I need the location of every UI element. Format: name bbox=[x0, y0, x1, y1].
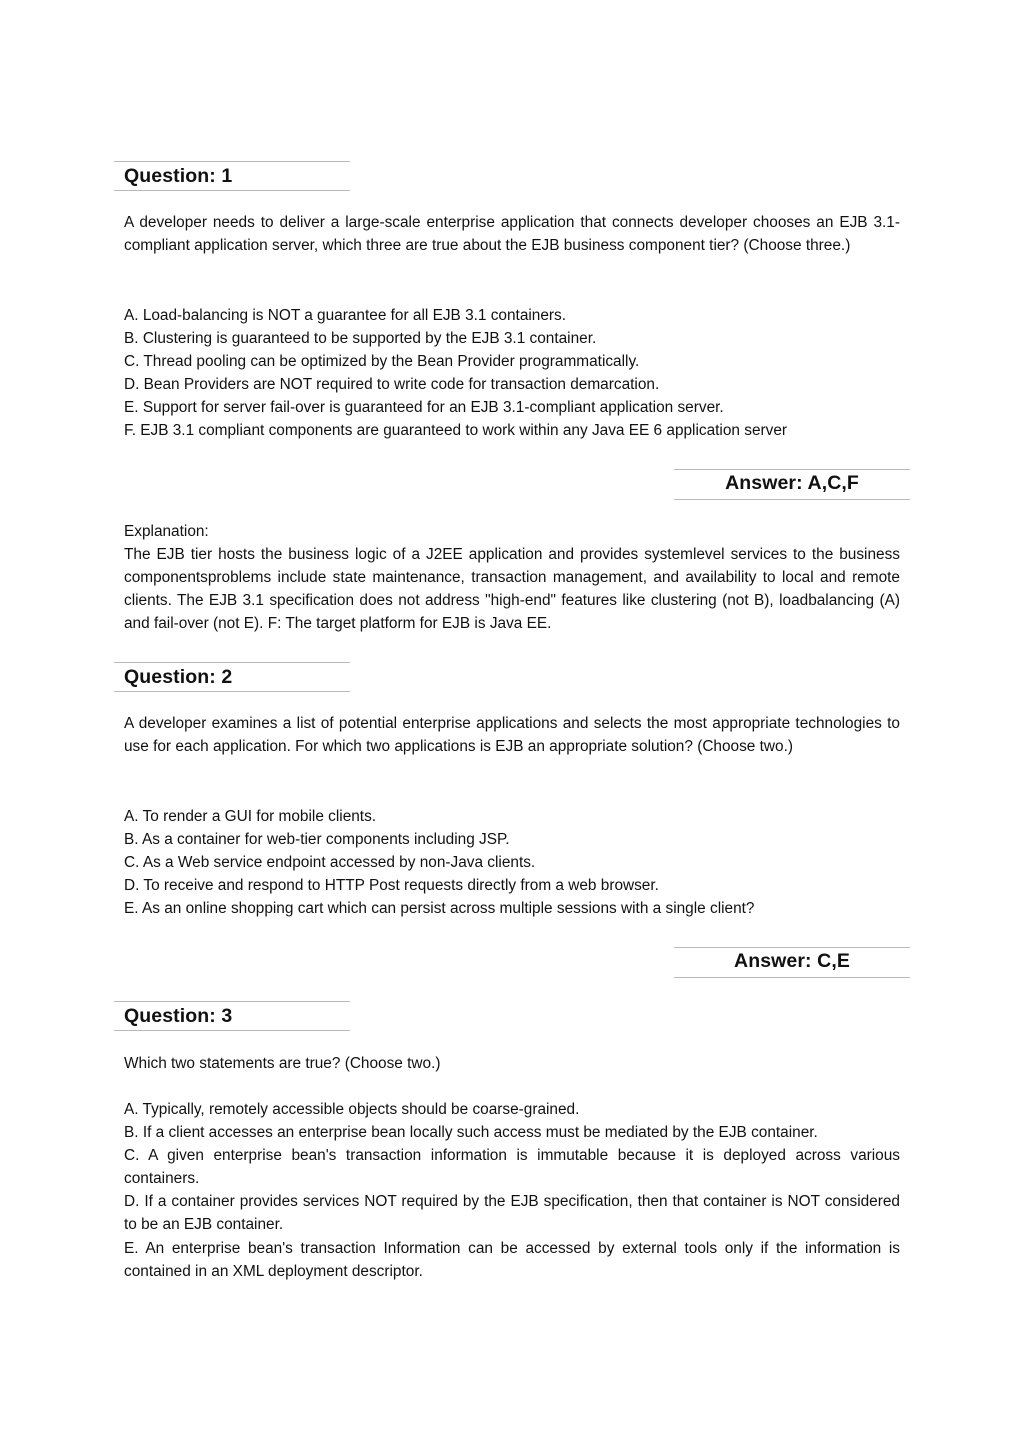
question-1-explanation-label: Explanation: bbox=[124, 523, 209, 540]
question-3-option-e: E. An enterprise bean's transaction Information can be accessed by external tools only if the information is contained in an XML deployment descriptor. bbox=[124, 1239, 900, 1280]
question-2-header bbox=[114, 662, 350, 692]
question-3-option-d: D. If a container provides services NOT required by the EJB specification, then that container is NOT considered to be an EJB container. bbox=[124, 1193, 900, 1234]
question-1-option-a: A. Load-balancing is NOT a guarantee for all EJB 3.1 containers. bbox=[124, 307, 567, 324]
question-1-header bbox=[114, 161, 350, 191]
question-1-answer: Answer: A,C,F bbox=[725, 472, 859, 494]
question-2-stem: A developer examines a list of potential enterprise applications and selects the most appropriate technologies to use for each application. For which two applications is EJB an appropriate solution? (Choose two.) bbox=[124, 715, 900, 756]
question-2-option-b: B. As a container for web-tier components including JSP. bbox=[124, 831, 510, 849]
question-1-options bbox=[124, 304, 900, 443]
question-2-option-a: A. To render a GUI for mobile clients. bbox=[124, 808, 377, 825]
question-1-option-b: B. Clustering is guaranteed to be supported by the EJB 3.1 container. bbox=[124, 330, 597, 348]
question-3-option-c: C. A given enterprise bean's transaction information is immutable because it is deployed across various containers. bbox=[124, 1147, 900, 1188]
question-1-stem: A developer needs to deliver a large-scale enterprise application that connects developer chooses an EJB 3.1-compliant application server, which three are true about the EJB business component tier? (Choose three.) bbox=[124, 214, 900, 255]
question-1-option-c: C. Thread pooling can be optimized by the Bean Provider programmatically. bbox=[124, 353, 640, 371]
question-2-answer-header bbox=[674, 947, 910, 978]
question-3-header bbox=[114, 1001, 350, 1031]
question-2-title: Question: 2 bbox=[124, 666, 233, 688]
question-2-options bbox=[124, 805, 900, 920]
question-3-option-a: A. Typically, remotely accessible objects should be coarse-grained. bbox=[124, 1101, 580, 1118]
question-3-options bbox=[124, 1098, 900, 1283]
question-1-option-d: D. Bean Providers are NOT required to write code for transaction demarcation. bbox=[124, 376, 660, 394]
question-1-answer-header bbox=[674, 469, 910, 500]
question-3-option-b: B. If a client accesses an enterprise bean locally such access must be mediated by the EJB container. bbox=[124, 1124, 818, 1142]
question-1-option-f: F. EJB 3.1 compliant components are guaranteed to work within any Java EE 6 application server bbox=[124, 422, 788, 440]
question-1-option-e: E. Support for server fail-over is guaranteed for an EJB 3.1-compliant application server. bbox=[124, 399, 724, 417]
question-2-option-e: E. As an online shopping cart which can persist across multiple sessions with a single client? bbox=[124, 900, 755, 918]
question-1-title: Question: 1 bbox=[124, 165, 233, 187]
question-2-answer: Answer: C,E bbox=[734, 950, 850, 972]
question-2-option-c: C. As a Web service endpoint accessed by non-Java clients. bbox=[124, 854, 536, 872]
question-3-stem: Which two statements are true? (Choose two.) bbox=[124, 1055, 441, 1072]
question-3-title: Question: 3 bbox=[124, 1005, 233, 1027]
question-1-explanation: The EJB tier hosts the business logic of a J2EE application and provides systemlevel services to the business componentsproblems include state maintenance, transaction management, and availability to local and remote clients. The EJB 3.1 specification does not address "high-end" features like clustering (not B), loadbalancing (A) and fail-over (not E). F: The target platform for EJB is Java EE. bbox=[124, 546, 900, 633]
question-2-option-d: D. To receive and respond to HTTP Post requests directly from a web browser. bbox=[124, 877, 659, 895]
